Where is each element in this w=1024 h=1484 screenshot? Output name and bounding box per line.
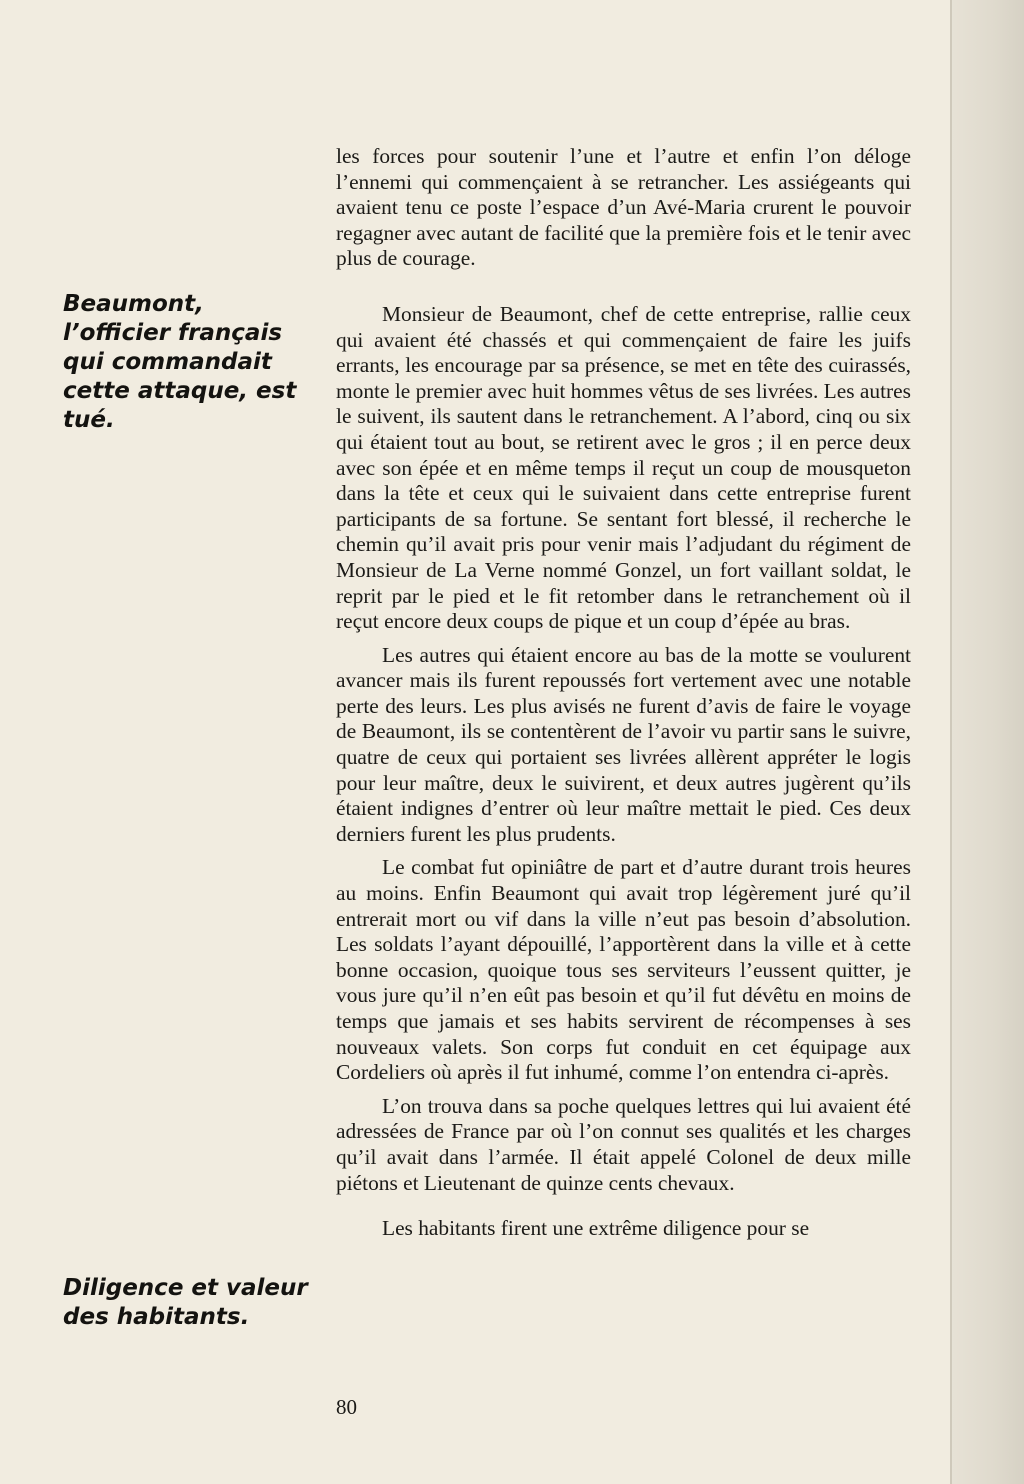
paragraph: les forces pour soutenir l’une et l’autre et enfin l’on déloge l’ennemi qui commençaient à se retrancher. Les assiégeants qui avaient tenu ce poste l’espace d’un Avé-Maria crurent le pouvoir regagner avec autant de facilité que la première fois et le tenir avec plus de courage. <box>336 144 911 271</box>
paragraph: L’on trouva dans sa poche quelques lettres qui lui avaient été adressées de France par où l’on connut ses qualités et les charges qu’il avait dans l’armée. Il était appelé Colonel de deux mille piétons et Lieutenant de quinze cents chevaux. <box>336 1093 911 1195</box>
page-number: 80 <box>336 1395 357 1419</box>
body-text <box>336 144 911 1242</box>
page-edge <box>950 0 1024 1484</box>
margin-note-diligence: Diligence et valeur des habitants. <box>63 1275 308 1330</box>
paragraph: Monsieur de Beaumont, chef de cette entreprise, rallie ceux qui avaient été chassés et qui commençaient de faire les juifs errants, les encourage par sa présence, se met en tête des cuirassés, monte le premier avec huit hommes vêtus de ses livrées. Les autres le suivent, ils sautent dans le retranchement. A l’abord, cinq ou six qui étaient tout au bout, se retirent avec le gros ; il en perce deux avec son épée et en même temps il reçut un coup de mousqueton dans la tête et ceux qui le suivaient dans cette entreprise furent participants de sa fortune. Se sentant fort blessé, il recherche le chemin qu’il avait pris pour venir mais l’adjudant du régiment de Monsieur de La Verne nommé Gonzel, un fort vaillant soldat, le reprit par le pied et le fit retomber dans le retranchement où il reçut encore deux coups de pique et un coup d’épée au bras. <box>336 301 911 634</box>
paragraph: Le combat fut opiniâtre de part et d’autre durant trois heures au moins. Enfin Beaumont qui avait trop légèrement juré qu’il entrerait mort ou vif dans la ville n’eut pas besoin d’absolution. Les soldats l’ayant dépouillé, l’apportèrent dans la ville et à cette bonne occasion, quoique tous ses serviteurs l’eussent quitter, je vous jure qu’il n’en eût pas besoin et qu’il fut dévêtu en moins de temps que jamais et ses habits servirent de récompenses à ses nouveaux valets. Son corps fut conduit en cet équipage aux Cordeliers où après il fut inhumé, comme l’on entendra ci-après. <box>336 855 911 1085</box>
margin-note-beaumont: Beaumont, l’officier français qui commandait cette attaque, est tué. <box>63 291 297 433</box>
paragraph: Les autres qui étaient encore au bas de la motte se voulurent avancer mais ils furent repoussés fort vertement avec une notable perte des leurs. Les plus avisés ne furent d’avis de faire le voyage de Beaumont, ils se contentèrent de l’avoir vu partir sans le suivre, quatre de ceux qui portaient ses livrées allèrent appréter le logis pour leur maître, deux le suivirent, et deux autres jugèrent qu’ils étaient indignes d’entrer où leur maître mettait le pied. Ces deux derniers furent les plus prudents. <box>336 642 911 846</box>
page-edge-line <box>950 0 952 1484</box>
paragraph: Les habitants firent une extrême diligence pour se <box>382 1216 810 1241</box>
